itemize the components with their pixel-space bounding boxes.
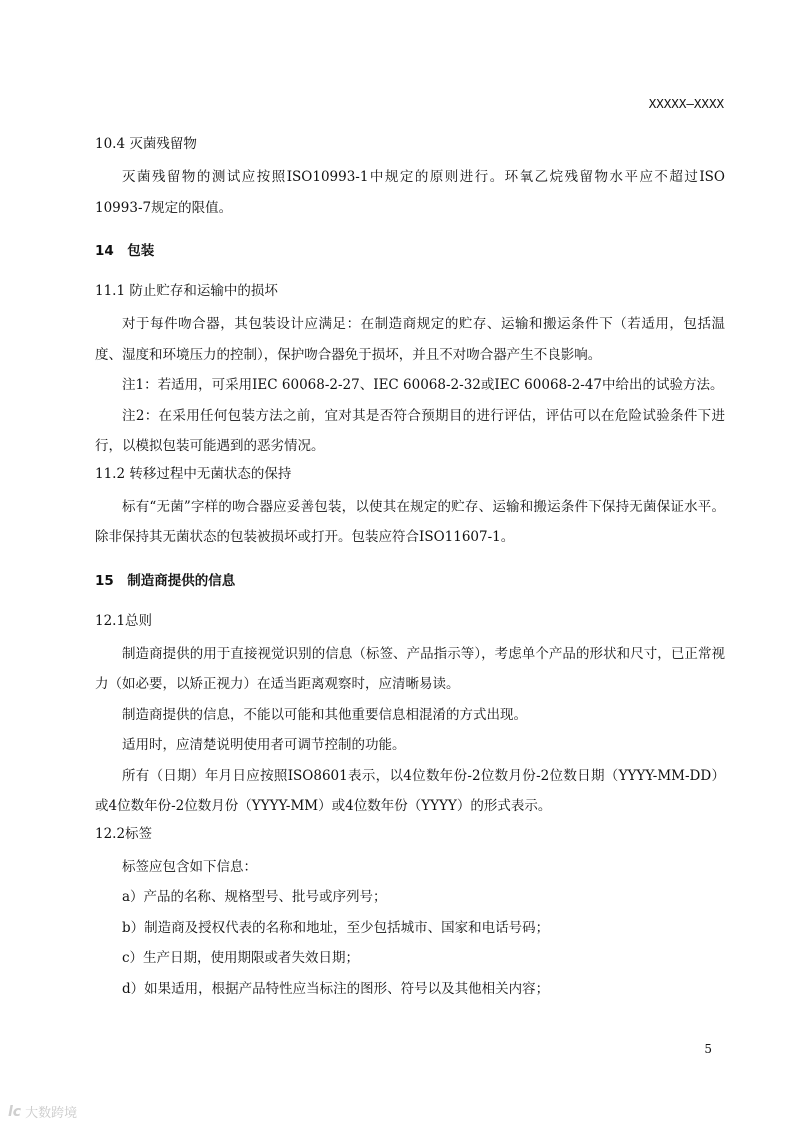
section-12-2-paragraph: 标签应包含如下信息： (122, 858, 257, 875)
section-11-1-paragraph: 对于每件吻合器，其包装设计应满足：在制造商规定的贮存、运输和搬运条件下（若适用，包括温度、湿度和环境压力的控制），保护吻合器免于损坏，并且不对吻合器产生不良影响。 (95, 316, 725, 363)
document-code: XXXXX—XXXX (648, 96, 724, 111)
section-12-1-paragraph-2: 制造商提供的信息，不能以可能和其他重要信息相混淆的方式出现。 (122, 706, 527, 723)
label-item-d: d）如果适用，根据产品特性应当标注的图形、符号以及其他相关内容； (122, 980, 550, 997)
section-11-2-heading: 11.2 转移过程中无菌状态的保持 (95, 465, 292, 482)
section-11-1-note-2: 注2：在采用任何包装方法之前，宜对其是否符合预期目的进行评估，评估可以在危险试验条件下进行，以模拟包装可能遇到的恶劣情况。 (95, 407, 725, 454)
section-10-4-paragraph: 灭菌残留物的测试应按照ISO10993-1中规定的原则进行。环氧乙烷残留物水平应不超过ISO 10993-7规定的限值。 (95, 169, 725, 216)
watermark-logo-icon: lc (8, 1103, 22, 1120)
document-body (95, 132, 725, 1004)
section-14-heading: 14 包装 (95, 243, 155, 259)
label-item-a: a）产品的名称、规格型号、批号或序列号； (122, 889, 387, 905)
section-12-1-paragraph-3: 适用时，应清楚说明使用者可调节控制的功能。 (122, 737, 406, 753)
section-12-1-paragraph-4: 所有（日期）年月日应按照ISO8601表示，以4位数年份-2位数月份-2位数日期（YYYY-MM-DD）或4位数年份-2位数月份（YYYY-MM）或4位数年份（YYYY）的形式表示。 (95, 767, 725, 814)
section-15-heading: 15 制造商提供的信息 (95, 572, 236, 589)
label-item-b: b）制造商及授权代表的名称和地址，至少包括城市、国家和电话号码； (122, 919, 550, 936)
section-12-1-heading: 12.1总则 (95, 612, 153, 629)
section-10-4-heading: 10.4 灭菌残留物 (95, 136, 197, 152)
watermark-text: 大数跨境 (25, 1106, 78, 1121)
section-12-2-heading: 12.2标签 (95, 825, 153, 842)
section-11-1-heading: 11.1 防止贮存和运输中的损坏 (95, 283, 278, 299)
section-12-1-paragraph-1: 制造商提供的用于直接视觉识别的信息（标签、产品指示等），考虑单个产品的形状和尺寸，已正常视力（如必要，以矫正视力）在适当距离观察时，应清晰易读。 (95, 645, 725, 692)
section-11-2-paragraph: 标有“无菌”字样的吻合器应妥善包装，以使其在规定的贮存、运输和搬运条件下保持无菌保证水平。除非保持其无菌状态的包装被损坏或打开。包装应符合ISO11607-1。 (95, 498, 725, 545)
watermark (8, 1102, 77, 1121)
page-number: 5 (704, 1042, 712, 1056)
label-item-c: c）生产日期，使用期限或者失效日期； (122, 950, 360, 966)
section-11-1-note-1: 注1：若适用，可采用IEC 60068-2-27、IEC 60068-2-32或IEC 60068-2-47中给出的试验方法。 (122, 377, 724, 393)
